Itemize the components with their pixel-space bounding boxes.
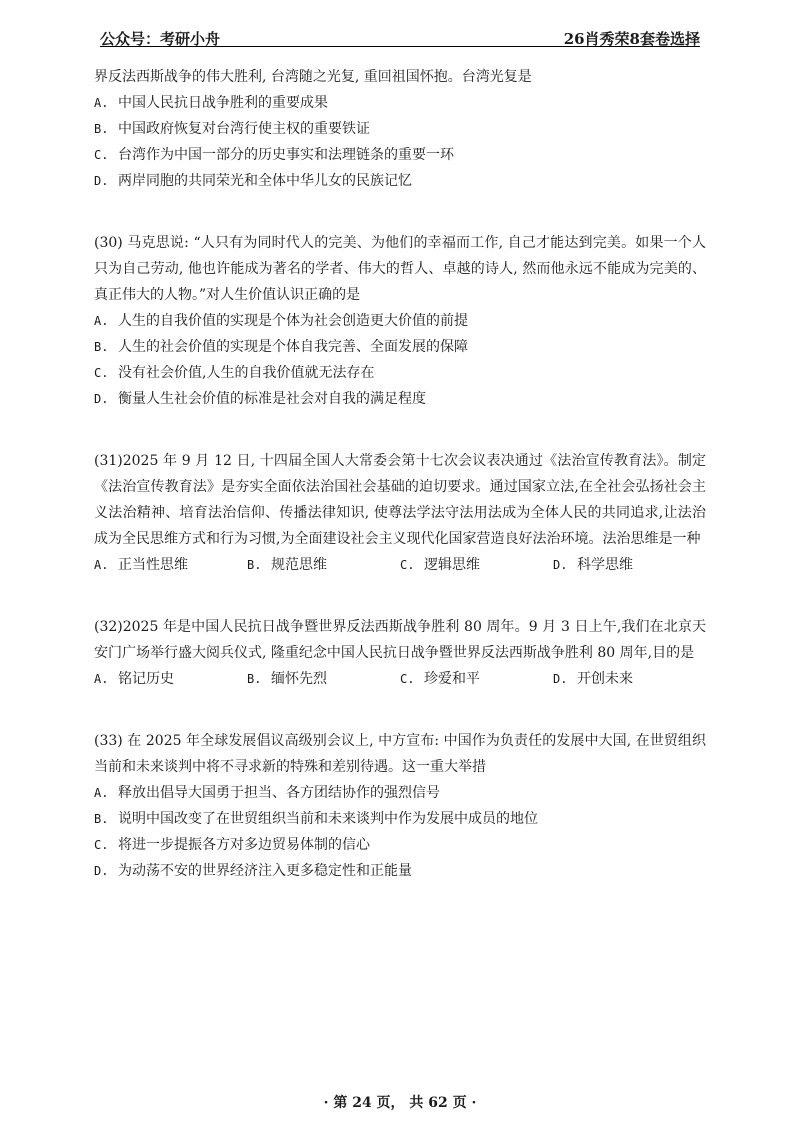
option-letter: B. (94, 812, 109, 826)
question-stem: (33) 在 2025 年全球发展倡议高级别会议上, 中方宣布: 中国作为负责任的发展中大国, 在世贸组织当前和未来谈判中将不寻求新的特殊和差别待遇。这一重大举措 (94, 733, 706, 775)
option-text: 两岸同胞的共同荣光和全体中华儿女的民族记忆 (118, 173, 412, 189)
option-letter: B. (247, 558, 262, 572)
option-text: 说明中国改变了在世贸组织当前和未来谈判中作为发展中成员的地位 (118, 811, 538, 827)
option-c (94, 832, 706, 858)
option-a (94, 666, 247, 692)
option-letter: A. (94, 786, 109, 800)
option-c (400, 666, 553, 692)
option-letter: B. (94, 340, 109, 354)
option-c (94, 142, 706, 168)
option-text: 没有社会价值,人生的自我价值就无法存在 (118, 365, 375, 381)
option-text: 中国政府恢复对台湾行使主权的重要铁证 (118, 121, 370, 137)
option-d (94, 168, 706, 194)
question-31 (94, 448, 706, 578)
option-letter: C. (94, 366, 109, 380)
option-text: 缅怀先烈 (271, 671, 327, 687)
option-text: 衡量人生社会价值的标准是社会对自我的满足程度 (118, 391, 426, 407)
option-letter: B. (94, 122, 109, 136)
header-title: 26肖秀荣8套卷选择 (563, 30, 700, 48)
page-content (94, 64, 706, 884)
option-text: 规范思维 (271, 557, 327, 573)
option-letter: D. (94, 174, 109, 188)
options-row (94, 552, 706, 578)
page-header (100, 26, 700, 47)
option-letter: B. (247, 672, 262, 686)
option-text: 释放出倡导大国勇于担当、各方团结协作的强烈信号 (118, 785, 440, 801)
option-text: 为动荡不安的世界经济注入更多稳定性和正能量 (118, 863, 412, 879)
option-text: 人生的社会价值的实现是个体自我完善、全面发展的保障 (118, 339, 468, 355)
question-33 (94, 728, 706, 884)
header-source: 公众号：考研小舟 (100, 30, 221, 48)
option-d (94, 386, 706, 412)
option-b (94, 806, 706, 832)
question-stem: (32)2025 年是中国人民抗日战争暨世界反法西斯战争胜利 80 周年。9 月 3 日上午,我们在北京天安门广场举行盛大阅兵仪式, 隆重纪念中国人民抗日战争暨世界反法西斯战争胜利 80 周年,目的是 (94, 619, 706, 661)
option-letter: D. (553, 558, 568, 572)
option-b (247, 666, 400, 692)
option-text: 科学思维 (577, 557, 633, 573)
option-letter: D. (94, 392, 109, 406)
option-letter: C. (94, 838, 109, 852)
option-a (94, 90, 706, 116)
option-d (553, 666, 706, 692)
option-letter: A. (94, 96, 109, 110)
question-stem: (31)2025 年 9 月 12 日, 十四届全国人大常委会第十七次会议表决通过《法治宣传教育法》。制定《法治宣传教育法》是夯实全面依法治国社会基础的迫切要求。通过国家立法,在全社会弘扬社会主义法治精神、培育法治信仰、传播法律知识, 使尊法学法守法用法成为全体人民的共同追求,让法治成为全民思维方式和行为习惯,为全面建设社会主义现代化国家营造良好法治环境。法治思维是一种 (94, 453, 706, 547)
option-letter: A. (94, 558, 109, 572)
option-b (94, 116, 706, 142)
options-row (94, 666, 706, 692)
option-b (247, 552, 400, 578)
question-29 (94, 64, 706, 194)
option-text: 正当性思维 (118, 557, 188, 573)
option-letter: C. (400, 558, 415, 572)
option-text: 人生的自我价值的实现是个体为社会创造更大价值的前提 (118, 313, 468, 329)
option-letter: D. (94, 864, 109, 878)
option-text: 开创未来 (577, 671, 633, 687)
option-text: 将进一步提振各方对多边贸易体制的信心 (118, 837, 370, 853)
option-c (400, 552, 553, 578)
option-a (94, 552, 247, 578)
option-b (94, 334, 706, 360)
option-letter: A. (94, 672, 109, 686)
page-number: · 第 24 页， 共 62 页 · (323, 1095, 477, 1111)
option-letter: D. (553, 672, 568, 686)
option-letter: C. (94, 148, 109, 162)
option-text: 中国人民抗日战争胜利的重要成果 (118, 95, 328, 111)
option-text: 珍爱和平 (424, 671, 480, 687)
option-text: 铭记历史 (118, 671, 174, 687)
question-32 (94, 614, 706, 692)
option-letter: A. (94, 314, 109, 328)
option-d (94, 858, 706, 884)
question-stem: (30) 马克思说: “人只有为同时代人的完美、为他们的幸福而工作, 自己才能达到完美。如果一个人只为自己劳动, 他也许能成为著名的学者、伟大的哲人、卓越的诗人, 然而他永远不能成为完美的、真正伟大的人物。”对人生价值认识正确的是 (94, 235, 706, 303)
option-c (94, 360, 706, 386)
option-a (94, 780, 706, 806)
option-d (553, 552, 706, 578)
option-text: 逻辑思维 (424, 557, 480, 573)
option-a (94, 308, 706, 334)
question-stem: 界反法西斯战争的伟大胜利, 台湾随之光复, 重回祖国怀抱。台湾光复是 (94, 69, 532, 85)
option-text: 台湾作为中国一部分的历史事实和法理链条的重要一环 (118, 147, 454, 163)
option-letter: C. (400, 672, 415, 686)
question-30 (94, 230, 706, 412)
